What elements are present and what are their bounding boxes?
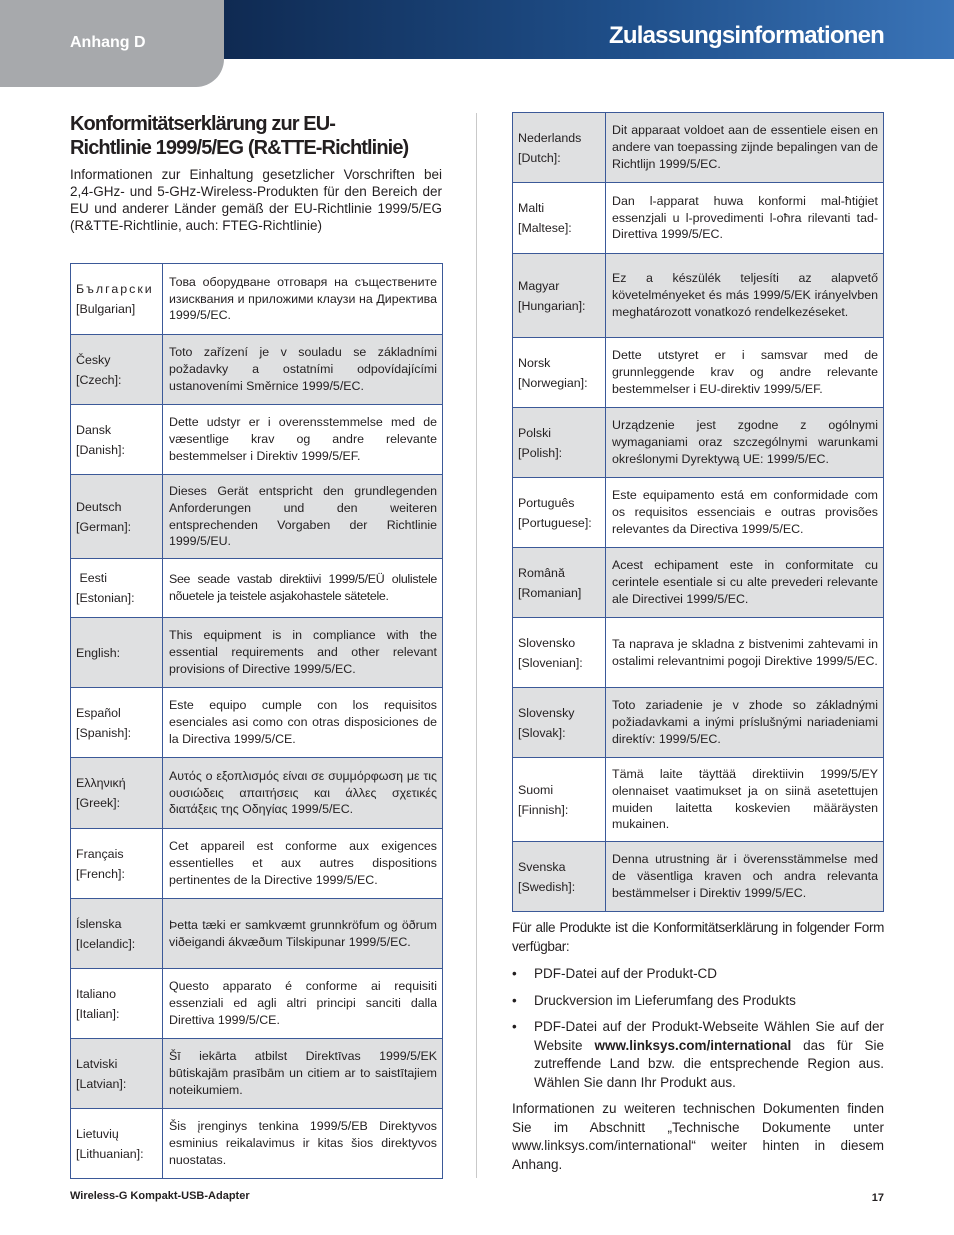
bullet-icon: • (512, 992, 517, 1008)
language-name: Polski (518, 425, 552, 440)
list-item-text: PDF-Datei auf der Produkt-CD (534, 966, 718, 981)
language-cell (513, 548, 606, 618)
language-cell (71, 829, 163, 899)
language-english: [German]: (76, 519, 132, 534)
language-english: [Greek]: (76, 796, 121, 810)
language-name: Íslenska (76, 916, 122, 931)
language-english: [Danish]: (76, 442, 125, 457)
language-name: Malti (518, 201, 545, 215)
language-cell (71, 899, 163, 969)
list-item (512, 965, 884, 984)
language-cell (71, 559, 163, 618)
declaration-text: Este equipo cumple con los requisitos esenciales asi como con otras disposiciones de la Directiva 1999/5/CE. (163, 688, 443, 758)
language-english: [Spanish]: (76, 725, 132, 740)
language-english: [Bulgarian] (76, 302, 136, 316)
language-name: Ελληνική (76, 776, 126, 790)
list-item (512, 992, 884, 1011)
language-name: English: (76, 645, 121, 660)
language-english: [Polish]: (518, 445, 563, 460)
language-name: Eesti (79, 571, 107, 585)
declaration-text: Urządzenie jest zgodne z ogólnymi wymaganiami oraz szczególnymi warunkami określonymi Dyrektywą UE: 1999/5/EC. (606, 408, 884, 478)
column-divider (476, 113, 477, 1178)
declaration-text: See seade vastab direktiivi 1999/5/EÜ olulistele nõuetele ja teistele asjakohastele sätetele. (163, 559, 443, 618)
language-english: [Icelandic]: (76, 936, 136, 951)
language-name: Dansk (76, 422, 112, 437)
appendix-tab (0, 0, 224, 87)
language-english: [Estonian]: (76, 591, 135, 605)
declaration-text: Šis įrenginys tenkina 1999/5/EB Direktyvos esminius reikalavimus ir kitas šios direktyvos nuostatas. (163, 1109, 443, 1179)
language-name: Deutsch (76, 499, 122, 514)
declaration-text: Tämä laite täyttää direktiivin 1999/5/EY olennaiset vaatimukset ja on siinä asetettujen muiden laitetta koskevien määräysten mukainen. (606, 758, 884, 842)
language-english: [Lithuanian]: (76, 1146, 144, 1161)
availability-section (512, 919, 884, 1174)
list-item-text-post: das für Sie zutreffende Land bzw. die entsprechende Region aus. Wählen Sie dann Ihr Produkt aus. (534, 1037, 884, 1090)
language-cell (513, 183, 606, 254)
section-intro: Informationen zur Einhaltung gesetzlicher Vorschriften bei 2,4-GHz- und 5-GHz-Wireless-Produkten für den Bereich der EU und anderer Länder gemäß der EU-Richtlinie 1999/5/EG (R&TTE-Richtlinie, auch: FTEG-Richtlinie) (70, 167, 442, 233)
declaration-text: Šī iekārta atbilst Direktīvas 1999/5/EK būtiskajām prasībām un citiem ar to saistītajiem noteikumiem. (163, 1039, 443, 1109)
language-cell (71, 405, 163, 475)
language-english: [Finnish]: (518, 802, 569, 817)
language-cell (513, 618, 606, 688)
language-english: [Slovak]: (518, 725, 566, 740)
bullet-icon: • (512, 966, 517, 981)
language-name: Slovensky (518, 705, 575, 720)
declaration-table-right (512, 112, 884, 912)
appendix-label: Anhang D (70, 34, 146, 51)
language-name: Magyar (518, 278, 560, 293)
header-banner (224, 0, 954, 59)
declaration-text: Dan l-apparat huwa konformi mal-ħtiġiet essenzjali u l-provedimenti l-oħra rilevanti tad-Direttiva 1999/5/EC. (606, 183, 884, 254)
list-item-text: Druckversion im Lieferumfang des Produkts (534, 992, 796, 1008)
linksys-link[interactable]: www.linksys.com/international (594, 1037, 792, 1053)
declaration-text: Questo apparato é conforme ai requisiti essenziali ed agli altri principi sanciti dalla Direttiva 1999/5/CE. (163, 969, 443, 1039)
language-english: [Dutch]: (518, 150, 561, 165)
language-cell (513, 254, 606, 338)
declaration-table-left (70, 263, 443, 1179)
left-column (70, 112, 442, 234)
section-title-line2: Richtlinie 1999/5/EG (R&TTE-Richtlinie) (70, 137, 409, 159)
language-english: [Czech]: (76, 372, 122, 387)
declaration-text: Ta naprava je skladna z bistvenimi zahtevami in ostalimi relevantnimi pogoji Direktive 1999/5/EC. (606, 618, 884, 688)
declaration-text: Cet appareil est conforme aux exigences essentielles et aux autres dispositions pertinentes de la Directive 1999/5/EC. (163, 829, 443, 899)
declaration-text: Αυτός ο εξοπλισμός είναι σε συμμόρφωση με τις ουσιώδεις απαιτήσεις και άλλες σχετικές διατάξεις της Οδηγίας 1999/5/EC. (163, 758, 443, 829)
language-cell (513, 408, 606, 478)
language-english: [Romanian] (518, 585, 582, 600)
language-name: Norsk (518, 355, 551, 370)
language-cell (71, 758, 163, 829)
language-english: [Norwegian]: (518, 375, 588, 390)
declaration-text: Toto zariadenie je v zhode so základnými požiadavkami a inými príslušnými nariadeniami direktív: 1999/5/EC. (606, 688, 884, 758)
declaration-text: Dette udstyr er i overensstemmelse med de væsentlige krav og andre relevante bestemmelser i Direktiv 1999/5/EF. (163, 405, 443, 475)
declaration-text: Denna utrustning är i överensstämmelse med de väsentliga kraven och andra relevanta bestämmelser i Direktiv 1999/5/EC. (606, 842, 884, 912)
declaration-text: Dit apparaat voldoet aan de essentiele eisen en andere van toepassing zijnde bepalingen van de Richtlijn 1999/5/EC. (606, 113, 884, 183)
language-english: [Hungarian]: (518, 298, 586, 313)
language-cell (513, 478, 606, 548)
availability-closing: Informationen zu weiteren technischen Dokumenten finden Sie im Abschnitt „Technische Dokumente unter www.linksys.com/international“ weiter hinten in diesem Anhang. (512, 1101, 884, 1172)
language-english: [Swedish]: (518, 879, 576, 894)
list-item-text-pre: PDF-Datei auf der Produkt-Webseite Wählen Sie auf der Website (534, 1019, 884, 1053)
language-english: [Italian]: (76, 1006, 120, 1021)
language-name: Suomi (518, 782, 554, 797)
language-cell (513, 338, 606, 408)
availability-list (512, 965, 884, 1092)
declaration-text: Acest echipament este in conformitate cu cerintele esentiale si cu alte prevederi relevante ale Directivei 1999/5/EC. (606, 548, 884, 618)
language-name: Slovensko (518, 635, 576, 650)
section-title (70, 112, 442, 160)
declaration-text: Това оборудване отговаря на съществените изисквания и приложими клаузи на Директива 1999/5/ЕС. (163, 264, 443, 335)
language-english: [Latvian]: (76, 1076, 127, 1091)
language-name: Español (76, 705, 121, 720)
bullet-icon: • (512, 1019, 517, 1034)
language-name: Lietuvių (76, 1126, 119, 1141)
language-english: [Portuguese]: (518, 515, 592, 530)
declaration-text: Dieses Gerät entspricht den grundlegenden Anforderungen und den weiteren entsprechenden Vorgaben der Richtlinie 1999/5/EU. (163, 475, 443, 559)
language-cell (71, 688, 163, 758)
language-name: Français (76, 846, 124, 861)
language-cell (71, 618, 163, 688)
language-name: Latviski (76, 1056, 118, 1071)
language-english: [French]: (76, 866, 125, 881)
declaration-text: Dette utstyret er i samsvar med de grunnleggende krav og andre relevante bestemmelser i EU-direktiv 1999/5/EF. (606, 338, 884, 408)
language-cell (513, 113, 606, 183)
language-name: Italiano (76, 986, 116, 1001)
declaration-text: Þetta tæki er samkvæmt grunnkröfum og öðrum viðeigandi ákvæðum Tilskipunar 1999/5/EC. (163, 899, 443, 969)
language-name: Česky (76, 352, 111, 367)
language-cell (71, 335, 163, 405)
language-english: [Maltese]: (518, 221, 572, 235)
section-title-line1: Konformitätserklärung zur EU- (70, 113, 336, 135)
language-cell (71, 475, 163, 559)
language-name: Nederlands (518, 130, 582, 145)
language-name: Svenska (518, 859, 566, 874)
footer-product-name: Wireless-G Kompakt-USB-Adapter (70, 1190, 250, 1202)
language-cell (513, 688, 606, 758)
list-item (512, 1018, 884, 1092)
availability-intro: Für alle Produkte ist die Konformitätserklärung in folgender Form verfügbar: (512, 920, 884, 954)
language-name: Português (518, 495, 575, 510)
language-cell (71, 1109, 163, 1179)
language-cell (513, 842, 606, 912)
language-english: [Slovenian]: (518, 655, 583, 670)
language-name: Română (518, 565, 565, 580)
page-title: Zulassungsinformationen (609, 22, 884, 49)
language-cell (71, 969, 163, 1039)
language-name: Български (76, 282, 154, 296)
declaration-text: Toto zařízení je v souladu se základními požadavky a ostatními odpovídajícími ustanoveními Směrnice 1999/5/EC. (163, 335, 443, 405)
language-cell (71, 1039, 163, 1109)
language-cell (513, 758, 606, 842)
declaration-text: This equipment is in compliance with the essential requirements and other relevant provisions of Directive 1999/5/EC. (163, 618, 443, 688)
footer-page-number: 17 (871, 1192, 884, 1204)
declaration-text: Este equipamento está em conformidade com os requisitos essenciais e outras provisões relevantes da Directiva 1999/5/EC. (606, 478, 884, 548)
language-cell (71, 264, 163, 335)
declaration-text: Ez a készülék teljesíti az alapvető követelményeket és más 1999/5/EK irányelvben meghatározott vonatkozó rendelkezéseket. (606, 254, 884, 338)
